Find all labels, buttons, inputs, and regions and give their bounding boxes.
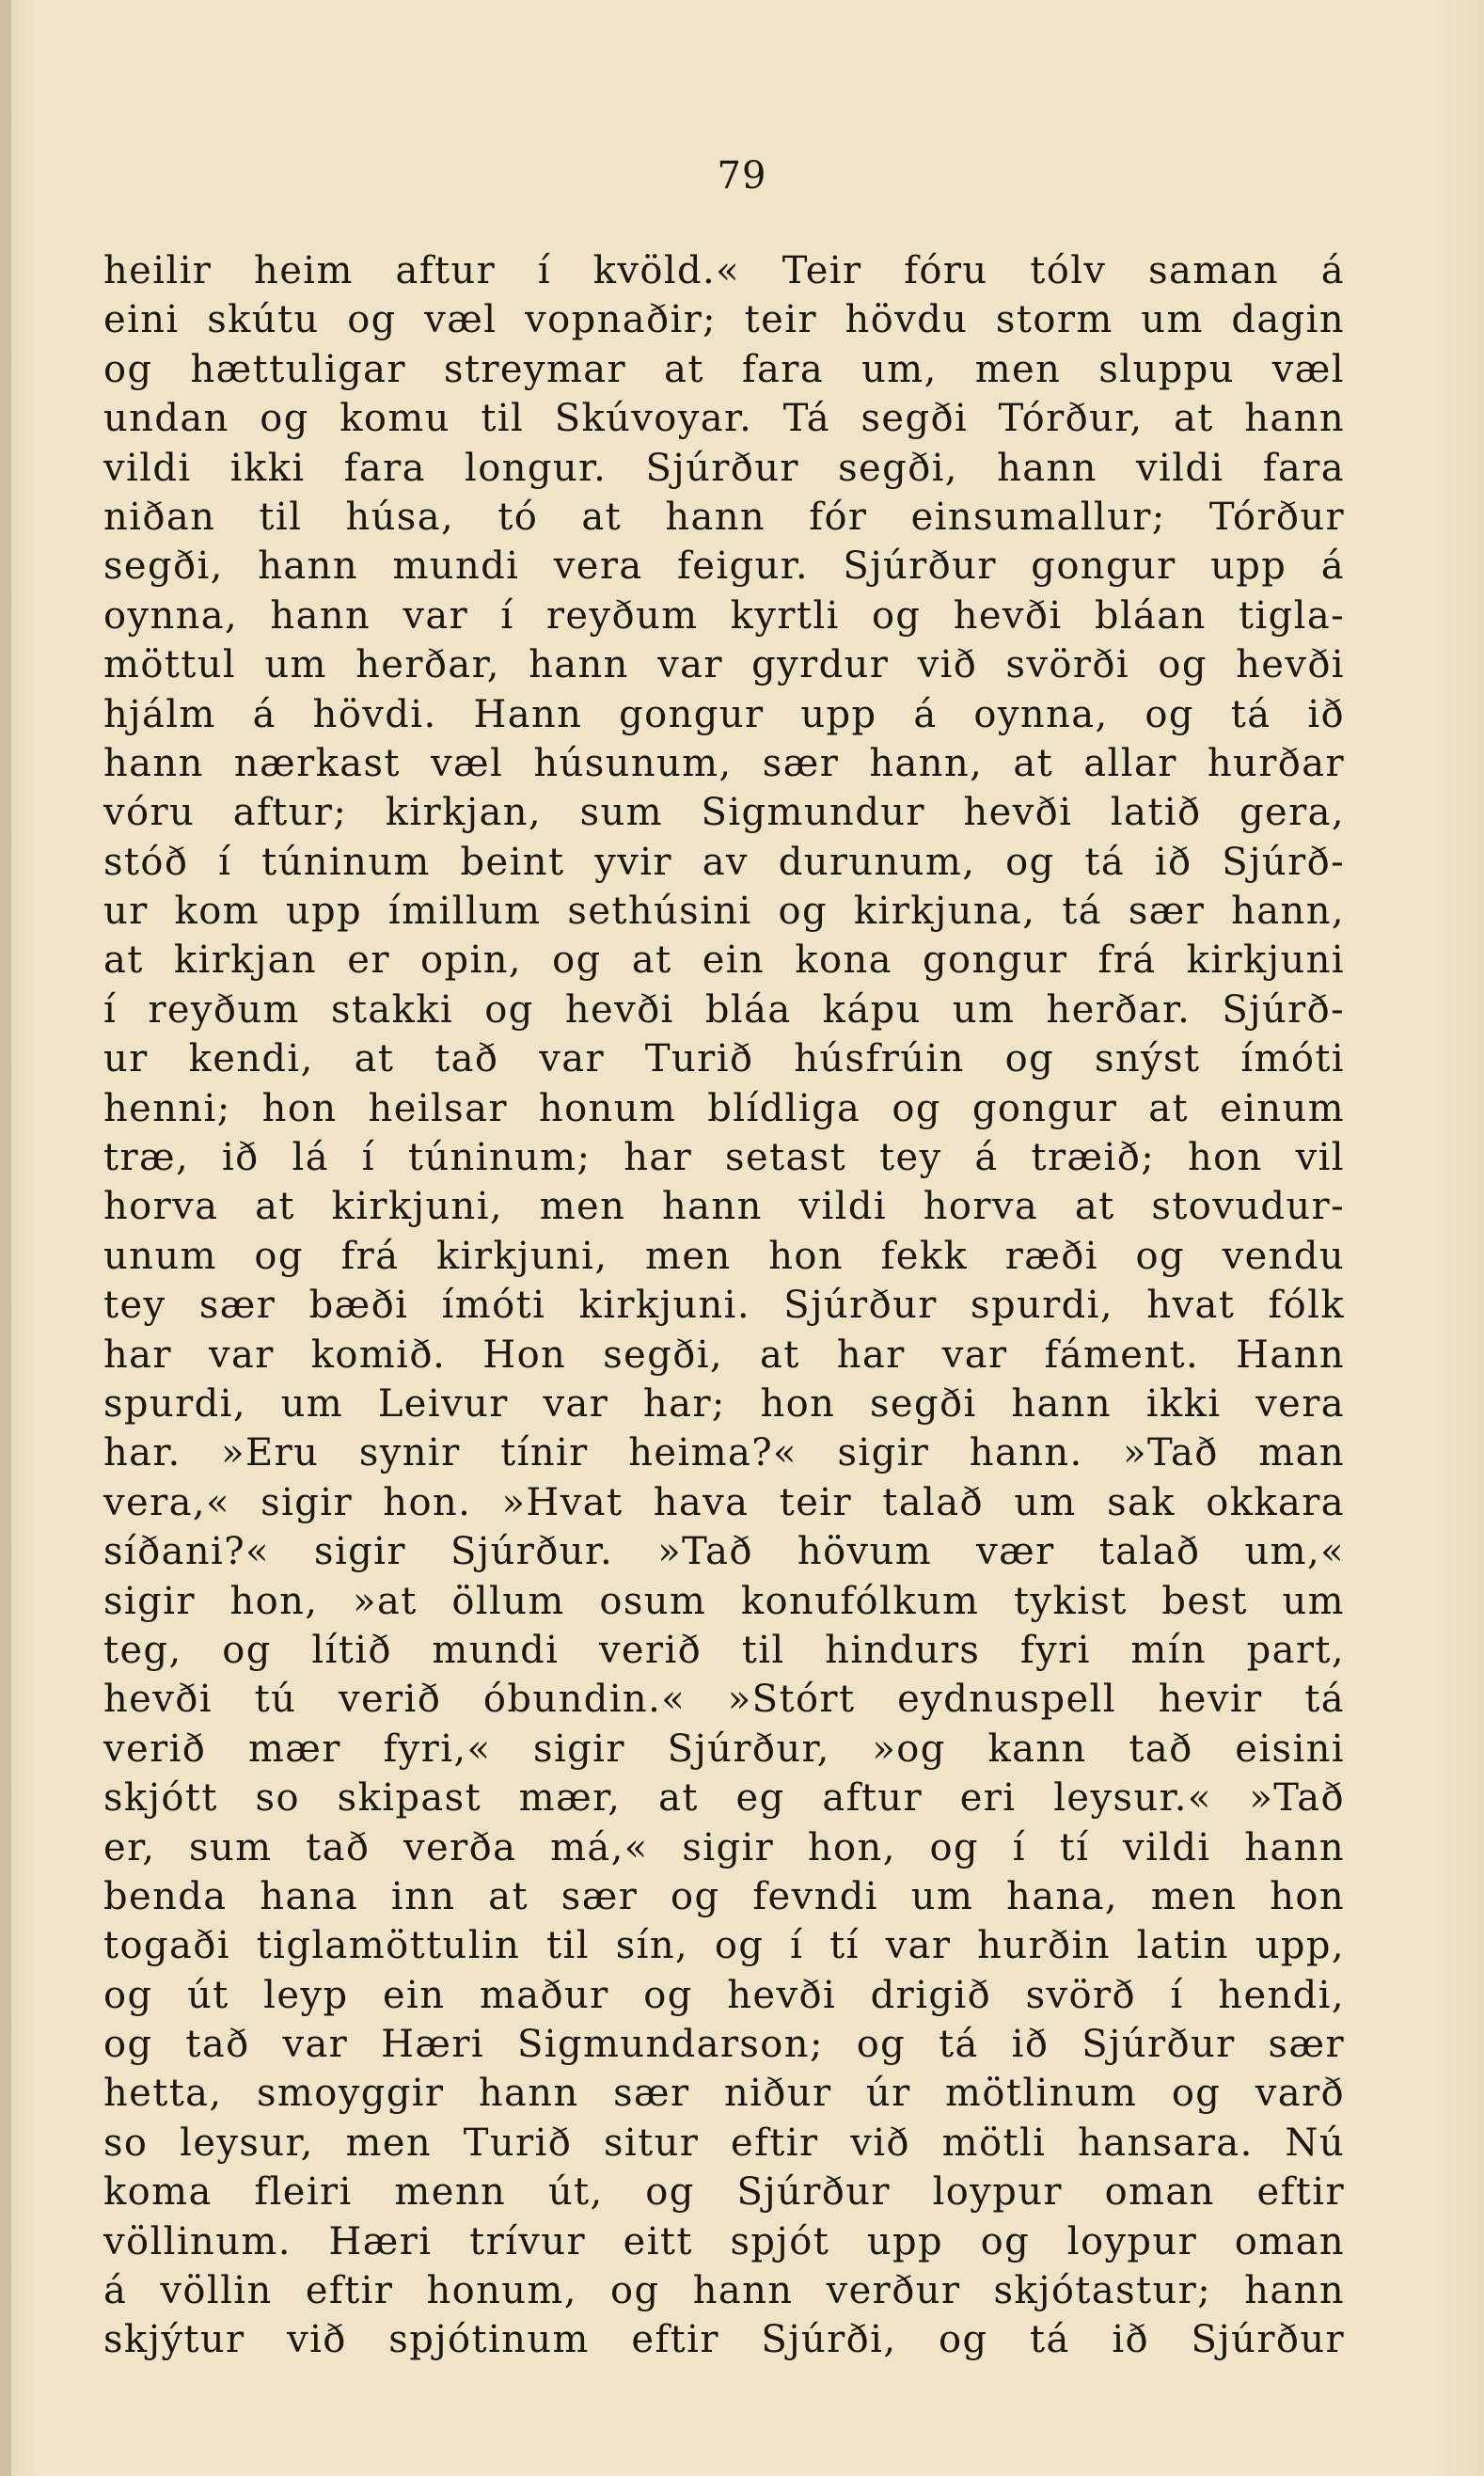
body-text (103, 246, 1345, 2365)
text-line: og út leyp ein maður og hevði drigið svörð í hendi, (103, 1973, 1345, 2017)
text-line: á völlin eftir honum, og hann verður skjótastur; hann (103, 2269, 1345, 2313)
text-line: har. »Eru synir tínir heima?« sigir hann. »Tað man (103, 1431, 1345, 1475)
text-line: togaði tiglamöttulin til sín, og í tí var hurðin latin upp, (103, 1924, 1345, 1968)
text-line: niðan til húsa, tó at hann fór einsumallur; Tórður (103, 495, 1345, 539)
text-line: oynna, hann var í reyðum kyrtli og hevði bláan tigla- (103, 593, 1345, 638)
text-line: at kirkjan er opin, og at ein kona gongur frá kirkjuni (103, 938, 1345, 983)
text-line: eini skútu og væl vopnaðir; teir hövdu storm um dagin (103, 298, 1345, 342)
text-line: har var komið. Hon segði, at har var fáment. Hann (103, 1333, 1345, 1377)
text-line: henni; hon heilsar honum blídliga og gongur at einum (103, 1086, 1345, 1130)
text-line: tey sær bæði ímóti kirkjuni. Sjúrður spurdi, hvat fólk (103, 1284, 1345, 1328)
text-line: völlinum. Hæri trívur eitt spjót upp og loypur oman (103, 2219, 1345, 2263)
text-line: stóð í túninum beint yvir av durunum, og tá ið Sjúrð- (103, 840, 1345, 884)
binding-edge (0, 0, 11, 2476)
text-line: vildi ikki fara longur. Sjúrður segði, hann vildi fara (103, 446, 1345, 490)
text-line: hetta, smoyggir hann sær niður úr mötlinum og varð (103, 2072, 1345, 2116)
text-line: skjýtur við spjótinum eftir Sjúrði, og tá ið Sjúrður (103, 2318, 1345, 2362)
text-line: og hættuligar streymar at fara um, men sluppu væl (103, 347, 1345, 391)
text-line: segði, hann mundi vera feigur. Sjúrður gongur upp á (103, 544, 1345, 589)
text-line: vera,« sigir hon. »Hvat hava teir talað um sak okkara (103, 1480, 1345, 1524)
text-line: hevði tú verið óbundin.« »Stórt eydnuspell hevir tá (103, 1678, 1345, 1722)
text-line: undan og komu til Skúvoyar. Tá segði Tórður, at hann (103, 397, 1345, 441)
text-line: hjálm á hövdi. Hann gongur upp á oynna, og tá ið (103, 692, 1345, 736)
text-line: benda hana inn at sær og fevndi um hana, men hon (103, 1874, 1345, 1918)
text-line: teg, og lítið mundi verið til hindurs fyri mín part, (103, 1628, 1345, 1672)
text-line: hann nærkast væl húsunum, sær hann, at allar hurðar (103, 741, 1345, 785)
text-line: í reyðum stakki og hevði bláa kápu um herðar. Sjúrð- (103, 987, 1345, 1032)
text-line: so leysur, men Turið situr eftir við mötli hansara. Nú (103, 2121, 1345, 2165)
text-line: spurdi, um Leivur var har; hon segði hann ikki vera (103, 1381, 1345, 1426)
text-line: sigir hon, »at öllum osum konufólkum tykist best um (103, 1579, 1345, 1623)
text-line: horva at kirkjuni, men hann vildi horva at stovudur- (103, 1185, 1345, 1229)
text-line: unum og frá kirkjuni, men hon fekk ræði og vendu (103, 1234, 1345, 1278)
text-line: er, sum tað verða má,« sigir hon, og í tí vildi hann (103, 1825, 1345, 1869)
text-line: möttul um herðar, hann var gyrdur við svörði og hevði (103, 643, 1345, 687)
text-line: vóru aftur; kirkjan, sum Sigmundur hevði latið gera, (103, 791, 1345, 835)
text-line: og tað var Hæri Sigmundarson; og tá ið Sjúrður sær (103, 2023, 1345, 2067)
text-line: síðani?« sigir Sjúrður. »Tað hövum vær talað um,« (103, 1530, 1345, 1574)
text-line: heilir heim aftur í kvöld.« Teir fóru tólv saman á (103, 249, 1345, 292)
text-line: ur kom upp ímillum sethúsini og kirkjuna, tá sær hann, (103, 890, 1345, 934)
text-line: verið mær fyri,« sigir Sjúrður, »og kann tað eisini (103, 1727, 1345, 1771)
page-number: 79 (717, 154, 767, 197)
text-line: skjótt so skipast mær, at eg aftur eri leysur.« »Tað (103, 1776, 1345, 1821)
text-line: koma fleiri menn út, og Sjúrður loypur oman eftir (103, 2170, 1345, 2215)
text-line: træ, ið lá í túninum; har setast tey á træið; hon vil (103, 1136, 1345, 1180)
text-line: ur kendi, at tað var Turið húsfrúin og snýst ímóti (103, 1037, 1345, 1081)
